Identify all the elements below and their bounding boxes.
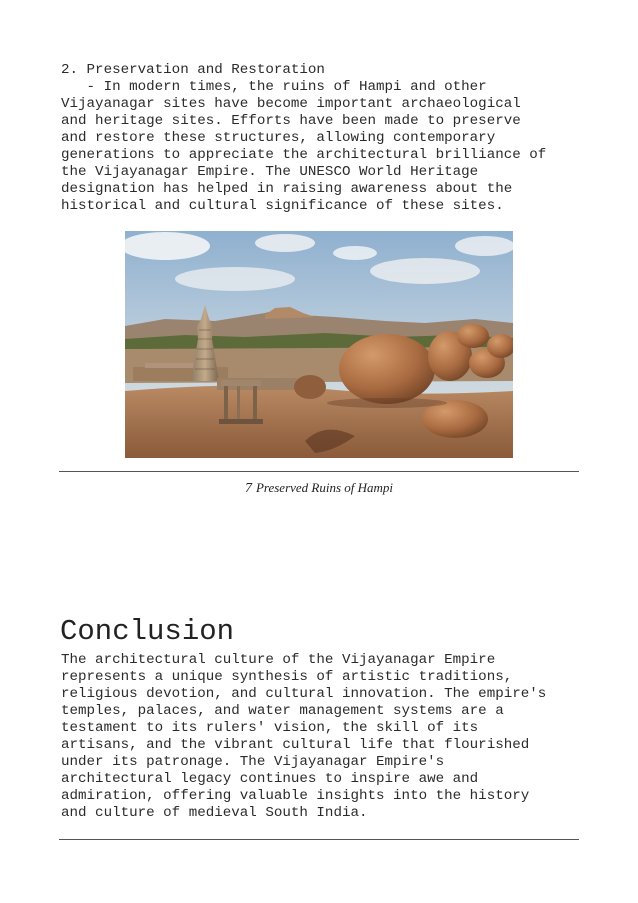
figure-caption-text: Preserved Ruins of Hampi [255,480,394,495]
conclusion-paragraph [61,652,591,822]
conclusion-line: admiration, offering valuable insights into the history [61,788,530,804]
figure-caption [0,480,638,497]
conclusion-line: religious devotion, and cultural innovation. The empire's [61,686,547,702]
conclusion-line: artisans, and the vibrant cultural life that flourished [61,737,530,753]
divider-line [59,839,579,840]
preservation-section [61,62,591,215]
section-line: historical and cultural significance of these sites. [61,198,504,214]
hampi-ruins-photo [125,231,513,458]
conclusion-line: represents a unique synthesis of artistic traditions, [61,669,513,685]
section-line: and heritage sites. Efforts have been made to preserve [61,113,521,129]
conclusion-line: and culture of medieval South India. [61,805,368,821]
section-line: - In modern times, the ruins of Hampi and other [61,79,487,95]
section-line: 2. Preservation and Restoration [61,62,325,78]
conclusion-line: temples, palaces, and water management systems are a [61,703,504,719]
divider-line [59,471,579,472]
conclusion-line: under its patronage. The Vijayanagar Empire's [61,754,445,770]
conclusion-heading: Conclusion [60,615,235,648]
section-line: Vijayanagar sites have become important archaeological [61,96,521,112]
conclusion-line: The architectural culture of the Vijayanagar Empire [61,652,496,668]
section-line: designation has helped in raising awareness about the [61,181,513,197]
figure-number: 7 [244,481,252,496]
conclusion-line: testament to its rulers' vision, the skill of its [61,720,479,736]
conclusion-line: architectural legacy continues to inspire awe and [61,771,479,787]
section-line: the Vijayanagar Empire. The UNESCO World Heritage [61,164,479,180]
section-line: generations to appreciate the architectural brilliance of [61,147,547,163]
section-line: and restore these structures, allowing contemporary [61,130,496,146]
